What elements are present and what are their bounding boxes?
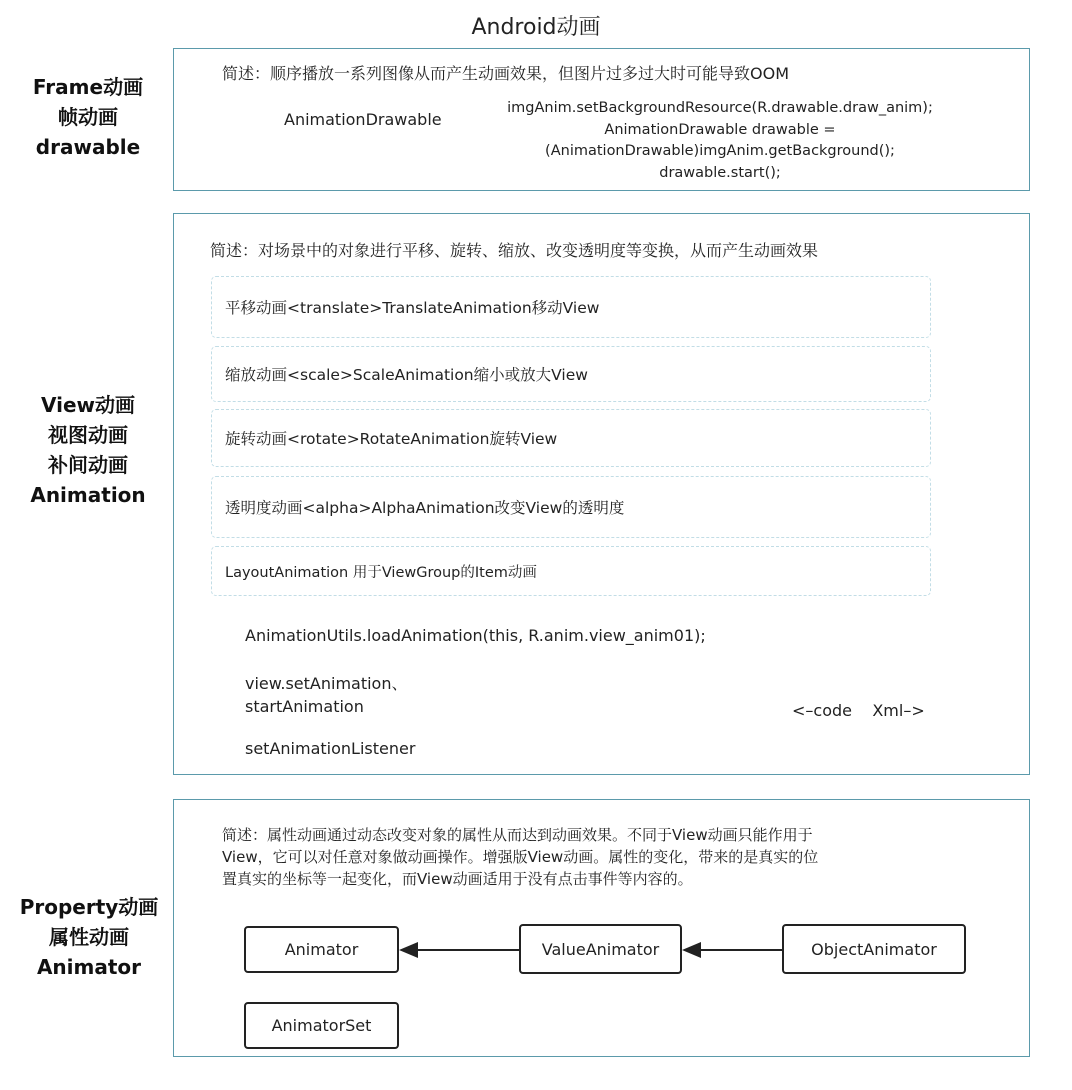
- node-animator: Animator: [244, 926, 399, 973]
- frame-summary: 简述：顺序播放一系列图像从而产生动画效果，但图片过多过大时可能导致OOM: [222, 64, 789, 83]
- arrow-value-to-animator: [399, 942, 519, 958]
- view-type-scale: 缩放动画<scale>ScaleAnimation缩小或放大View: [211, 346, 931, 402]
- frame-code-line: AnimationDrawable drawable =: [604, 121, 836, 138]
- property-summary-line: View，它可以对任意对象做动画操作。增强版View动画。属性的变化，带来的是真实的位: [222, 848, 819, 866]
- property-summary-line: 置真实的坐标等一起变化，而View动画适用于没有点击事件等内容的。: [222, 870, 693, 888]
- view-set-animation-line: startAnimation: [245, 697, 364, 716]
- node-animator-set: AnimatorSet: [244, 1002, 399, 1049]
- view-type-layout: LayoutAnimation 用于ViewGroup的Item动画: [211, 546, 931, 596]
- view-label-line: 视图动画: [48, 423, 128, 447]
- frame-code-line: (AnimationDrawable)imgAnim.getBackground();: [545, 143, 895, 159]
- view-type-rotate: 旋转动画<rotate>RotateAnimation旋转View: [211, 409, 931, 467]
- view-label-line: 补间动画: [48, 453, 128, 477]
- view-code-xml-note: <–code Xml–>: [792, 701, 925, 720]
- frame-class-name: AnimationDrawable: [284, 110, 442, 129]
- view-type-alpha: 透明度动画<alpha>AlphaAnimation改变View的透明度: [211, 476, 931, 538]
- node-object-animator: ObjectAnimator: [782, 924, 966, 974]
- property-label-line: 属性动画: [49, 925, 129, 949]
- frame-code-line: imgAnim.setBackgroundResource(R.drawable.draw_anim);: [507, 100, 933, 116]
- property-label-line: Animator: [36, 955, 142, 979]
- property-label-line: Property动画: [19, 895, 159, 919]
- node-value-animator: ValueAnimator: [519, 924, 682, 974]
- view-label-line: Animation: [30, 483, 146, 507]
- frame-code-line: drawable.start();: [659, 164, 781, 181]
- view-type-translate: 平移动画<translate>TranslateAnimation移动View: [211, 276, 931, 338]
- frame-label-line: drawable: [35, 135, 141, 159]
- view-label-line: View动画: [40, 393, 136, 417]
- property-summary-line: 简述：属性动画通过动态改变对象的属性从而达到动画效果。不同于View动画只能作用于: [222, 826, 813, 844]
- diagram-title: Android动画: [471, 15, 601, 40]
- view-summary: 简述：对场景中的对象进行平移、旋转、缩放、改变透明度等变换，从而产生动画效果: [210, 241, 819, 260]
- view-listener: setAnimationListener: [245, 739, 416, 758]
- frame-label-line: 帧动画: [58, 105, 118, 129]
- view-load-code: AnimationUtils.loadAnimation(this, R.anim.view_anim01);: [245, 626, 706, 645]
- arrow-object-to-value: [682, 942, 782, 958]
- frame-label-line: Frame动画: [32, 75, 144, 99]
- view-set-animation-line: view.setAnimation、: [245, 674, 408, 693]
